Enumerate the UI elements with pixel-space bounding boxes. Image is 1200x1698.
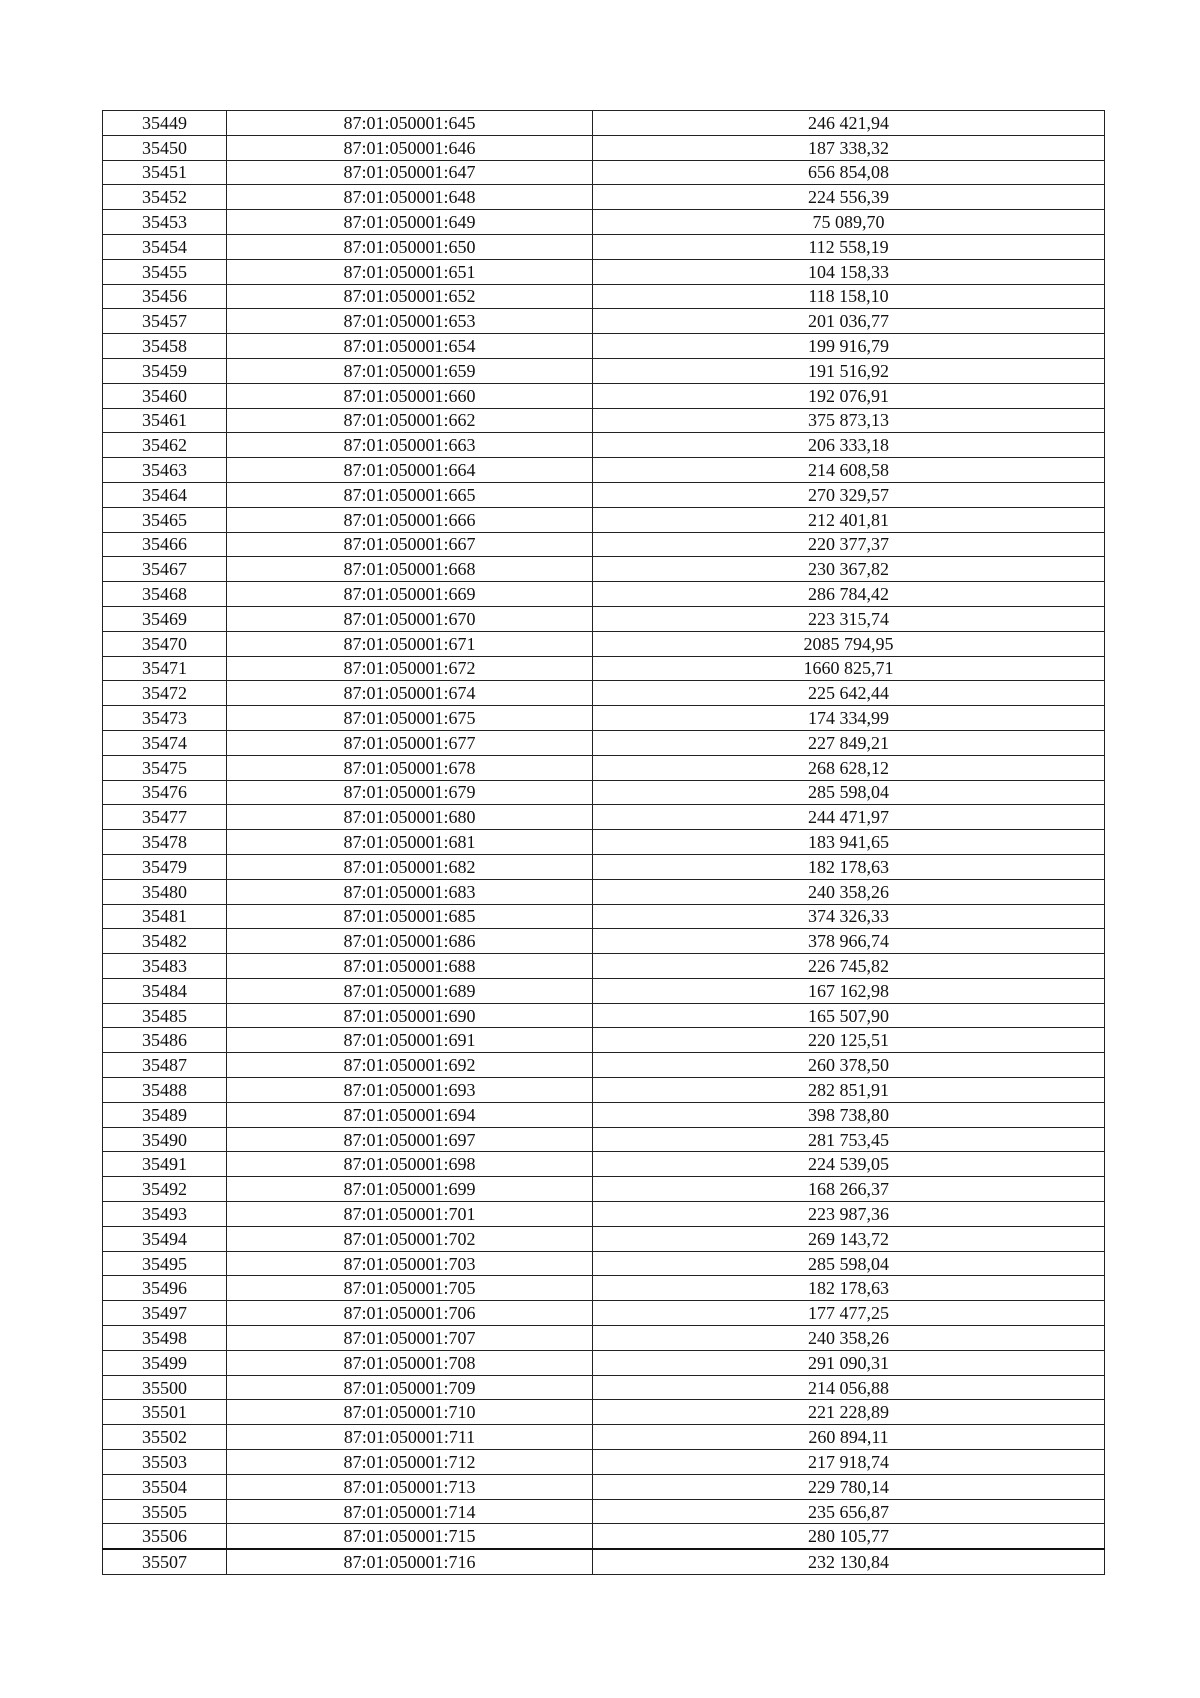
- value-cell: 398 738,80: [593, 1102, 1105, 1127]
- table-row: [103, 408, 1105, 433]
- table-body: [103, 111, 1105, 1575]
- row-number-cell: 35466: [103, 532, 227, 557]
- value-cell: 285 598,04: [593, 1251, 1105, 1276]
- value-cell: 221 228,89: [593, 1400, 1105, 1425]
- value-cell: 167 162,98: [593, 978, 1105, 1003]
- row-number-cell: 35479: [103, 854, 227, 879]
- value-cell: 214 056,88: [593, 1375, 1105, 1400]
- row-number-cell: 35454: [103, 234, 227, 259]
- table-row: [103, 458, 1105, 483]
- table-row: [103, 1202, 1105, 1227]
- table-row: [103, 1152, 1105, 1177]
- cadastral-number-cell: 87:01:050001:668: [227, 557, 593, 582]
- table-row: [103, 284, 1105, 309]
- cadastral-number-cell: 87:01:050001:694: [227, 1102, 593, 1127]
- table-row: [103, 557, 1105, 582]
- value-cell: 165 507,90: [593, 1003, 1105, 1028]
- row-number-cell: 35506: [103, 1524, 227, 1549]
- cadastral-number-cell: 87:01:050001:711: [227, 1425, 593, 1450]
- value-cell: 224 556,39: [593, 185, 1105, 210]
- value-cell: 656 854,08: [593, 160, 1105, 185]
- row-number-cell: 35502: [103, 1425, 227, 1450]
- row-number-cell: 35485: [103, 1003, 227, 1028]
- value-cell: 281 753,45: [593, 1127, 1105, 1152]
- cadastral-number-cell: 87:01:050001:709: [227, 1375, 593, 1400]
- cadastral-number-cell: 87:01:050001:715: [227, 1524, 593, 1549]
- cadastral-number-cell: 87:01:050001:654: [227, 334, 593, 359]
- table-row: [103, 1003, 1105, 1028]
- value-cell: 235 656,87: [593, 1499, 1105, 1524]
- table-row: [103, 309, 1105, 334]
- cadastral-number-cell: 87:01:050001:677: [227, 730, 593, 755]
- value-cell: 177 477,25: [593, 1301, 1105, 1326]
- table-row: [103, 805, 1105, 830]
- table-row: [103, 358, 1105, 383]
- row-number-cell: 35461: [103, 408, 227, 433]
- table-row: [103, 482, 1105, 507]
- row-number-cell: 35486: [103, 1028, 227, 1053]
- row-number-cell: 35476: [103, 780, 227, 805]
- table-row: [103, 681, 1105, 706]
- cadastral-number-cell: 87:01:050001:701: [227, 1202, 593, 1227]
- row-number-cell: 35504: [103, 1474, 227, 1499]
- row-number-cell: 35497: [103, 1301, 227, 1326]
- value-cell: 212 401,81: [593, 507, 1105, 532]
- table-row: [103, 830, 1105, 855]
- cadastral-number-cell: 87:01:050001:699: [227, 1177, 593, 1202]
- cadastral-number-cell: 87:01:050001:651: [227, 259, 593, 284]
- table-row: [103, 1226, 1105, 1251]
- row-number-cell: 35463: [103, 458, 227, 483]
- table-row: [103, 1102, 1105, 1127]
- table-row: [103, 954, 1105, 979]
- row-number-cell: 35487: [103, 1053, 227, 1078]
- table-row: [103, 1549, 1105, 1574]
- cadastral-number-cell: 87:01:050001:663: [227, 433, 593, 458]
- row-number-cell: 35484: [103, 978, 227, 1003]
- cadastral-number-cell: 87:01:050001:712: [227, 1450, 593, 1475]
- table-row: [103, 755, 1105, 780]
- row-number-cell: 35459: [103, 358, 227, 383]
- cadastral-number-cell: 87:01:050001:678: [227, 755, 593, 780]
- cadastral-number-cell: 87:01:050001:682: [227, 854, 593, 879]
- value-cell: 291 090,31: [593, 1350, 1105, 1375]
- value-cell: 260 894,11: [593, 1425, 1105, 1450]
- table-row: [103, 433, 1105, 458]
- value-cell: 378 966,74: [593, 929, 1105, 954]
- table-row: [103, 1276, 1105, 1301]
- row-number-cell: 35468: [103, 582, 227, 607]
- value-cell: 227 849,21: [593, 730, 1105, 755]
- table-row: [103, 1028, 1105, 1053]
- value-cell: 2085 794,95: [593, 631, 1105, 656]
- table-row: [103, 1326, 1105, 1351]
- table-row: [103, 185, 1105, 210]
- row-number-cell: 35503: [103, 1450, 227, 1475]
- table-row: [103, 656, 1105, 681]
- table-row: [103, 904, 1105, 929]
- table-row: [103, 135, 1105, 160]
- table-row: [103, 854, 1105, 879]
- value-cell: 375 873,13: [593, 408, 1105, 433]
- cadastral-number-cell: 87:01:050001:679: [227, 780, 593, 805]
- row-number-cell: 35456: [103, 284, 227, 309]
- row-number-cell: 35483: [103, 954, 227, 979]
- value-cell: 226 745,82: [593, 954, 1105, 979]
- row-number-cell: 35460: [103, 383, 227, 408]
- value-cell: 285 598,04: [593, 780, 1105, 805]
- value-cell: 206 333,18: [593, 433, 1105, 458]
- row-number-cell: 35470: [103, 631, 227, 656]
- cadastral-number-cell: 87:01:050001:692: [227, 1053, 593, 1078]
- row-number-cell: 35464: [103, 482, 227, 507]
- row-number-cell: 35453: [103, 210, 227, 235]
- value-cell: 201 036,77: [593, 309, 1105, 334]
- table-row: [103, 1375, 1105, 1400]
- table-row: [103, 1400, 1105, 1425]
- row-number-cell: 35473: [103, 706, 227, 731]
- table-row: [103, 160, 1105, 185]
- table-row: [103, 631, 1105, 656]
- value-cell: 220 125,51: [593, 1028, 1105, 1053]
- value-cell: 217 918,74: [593, 1450, 1105, 1475]
- value-cell: 199 916,79: [593, 334, 1105, 359]
- cadastral-number-cell: 87:01:050001:671: [227, 631, 593, 656]
- cadastral-number-cell: 87:01:050001:648: [227, 185, 593, 210]
- row-number-cell: 35490: [103, 1127, 227, 1152]
- table-row: [103, 1053, 1105, 1078]
- row-number-cell: 35481: [103, 904, 227, 929]
- value-cell: 232 130,84: [593, 1549, 1105, 1574]
- value-cell: 168 266,37: [593, 1177, 1105, 1202]
- row-number-cell: 35469: [103, 606, 227, 631]
- value-cell: 282 851,91: [593, 1078, 1105, 1103]
- cadastral-number-cell: 87:01:050001:705: [227, 1276, 593, 1301]
- value-cell: 104 158,33: [593, 259, 1105, 284]
- cadastral-number-cell: 87:01:050001:666: [227, 507, 593, 532]
- cadastral-number-cell: 87:01:050001:689: [227, 978, 593, 1003]
- value-cell: 374 326,33: [593, 904, 1105, 929]
- table-row: [103, 780, 1105, 805]
- cadastral-number-cell: 87:01:050001:653: [227, 309, 593, 334]
- table-row: [103, 1350, 1105, 1375]
- cadastral-number-cell: 87:01:050001:659: [227, 358, 593, 383]
- value-cell: 214 608,58: [593, 458, 1105, 483]
- table-row: [103, 978, 1105, 1003]
- value-cell: 230 367,82: [593, 557, 1105, 582]
- row-number-cell: 35457: [103, 309, 227, 334]
- value-cell: 269 143,72: [593, 1226, 1105, 1251]
- cadastral-value-table: [102, 110, 1105, 1575]
- value-cell: 286 784,42: [593, 582, 1105, 607]
- row-number-cell: 35449: [103, 111, 227, 136]
- table-row: [103, 111, 1105, 136]
- row-number-cell: 35455: [103, 259, 227, 284]
- cadastral-number-cell: 87:01:050001:664: [227, 458, 593, 483]
- value-cell: 182 178,63: [593, 854, 1105, 879]
- value-cell: 280 105,77: [593, 1524, 1105, 1549]
- value-cell: 240 358,26: [593, 879, 1105, 904]
- row-number-cell: 35472: [103, 681, 227, 706]
- table-row: [103, 259, 1105, 284]
- table-row: [103, 879, 1105, 904]
- table-row: [103, 1524, 1105, 1549]
- cadastral-number-cell: 87:01:050001:646: [227, 135, 593, 160]
- cadastral-number-cell: 87:01:050001:652: [227, 284, 593, 309]
- row-number-cell: 35478: [103, 830, 227, 855]
- cadastral-number-cell: 87:01:050001:693: [227, 1078, 593, 1103]
- row-number-cell: 35488: [103, 1078, 227, 1103]
- table-row: [103, 706, 1105, 731]
- cadastral-number-cell: 87:01:050001:686: [227, 929, 593, 954]
- row-number-cell: 35495: [103, 1251, 227, 1276]
- table-row: [103, 1425, 1105, 1450]
- cadastral-number-cell: 87:01:050001:675: [227, 706, 593, 731]
- cadastral-number-cell: 87:01:050001:665: [227, 482, 593, 507]
- cadastral-number-cell: 87:01:050001:645: [227, 111, 593, 136]
- value-cell: 220 377,37: [593, 532, 1105, 557]
- cadastral-number-cell: 87:01:050001:660: [227, 383, 593, 408]
- row-number-cell: 35496: [103, 1276, 227, 1301]
- table-row: [103, 582, 1105, 607]
- table-row: [103, 1301, 1105, 1326]
- cadastral-number-cell: 87:01:050001:716: [227, 1549, 593, 1574]
- table-row: [103, 507, 1105, 532]
- row-number-cell: 35465: [103, 507, 227, 532]
- table-row: [103, 1251, 1105, 1276]
- row-number-cell: 35491: [103, 1152, 227, 1177]
- cadastral-number-cell: 87:01:050001:690: [227, 1003, 593, 1028]
- value-cell: 224 539,05: [593, 1152, 1105, 1177]
- cadastral-number-cell: 87:01:050001:691: [227, 1028, 593, 1053]
- cadastral-number-cell: 87:01:050001:680: [227, 805, 593, 830]
- cadastral-number-cell: 87:01:050001:647: [227, 160, 593, 185]
- row-number-cell: 35450: [103, 135, 227, 160]
- value-cell: 244 471,97: [593, 805, 1105, 830]
- cadastral-number-cell: 87:01:050001:672: [227, 656, 593, 681]
- value-cell: 187 338,32: [593, 135, 1105, 160]
- row-number-cell: 35499: [103, 1350, 227, 1375]
- cadastral-number-cell: 87:01:050001:667: [227, 532, 593, 557]
- value-cell: 183 941,65: [593, 830, 1105, 855]
- table-row: [103, 1127, 1105, 1152]
- table-row: [103, 606, 1105, 631]
- cadastral-number-cell: 87:01:050001:703: [227, 1251, 593, 1276]
- cadastral-number-cell: 87:01:050001:714: [227, 1499, 593, 1524]
- cadastral-number-cell: 87:01:050001:662: [227, 408, 593, 433]
- table-row: [103, 532, 1105, 557]
- cadastral-number-cell: 87:01:050001:710: [227, 1400, 593, 1425]
- value-cell: 192 076,91: [593, 383, 1105, 408]
- value-cell: 260 378,50: [593, 1053, 1105, 1078]
- cadastral-number-cell: 87:01:050001:670: [227, 606, 593, 631]
- table-row: [103, 1177, 1105, 1202]
- row-number-cell: 35507: [103, 1549, 227, 1574]
- row-number-cell: 35489: [103, 1102, 227, 1127]
- table-row: [103, 210, 1105, 235]
- cadastral-number-cell: 87:01:050001:702: [227, 1226, 593, 1251]
- value-cell: 270 329,57: [593, 482, 1105, 507]
- cadastral-number-cell: 87:01:050001:688: [227, 954, 593, 979]
- value-cell: 268 628,12: [593, 755, 1105, 780]
- value-cell: 112 558,19: [593, 234, 1105, 259]
- row-number-cell: 35492: [103, 1177, 227, 1202]
- cadastral-number-cell: 87:01:050001:698: [227, 1152, 593, 1177]
- value-cell: 223 315,74: [593, 606, 1105, 631]
- row-number-cell: 35451: [103, 160, 227, 185]
- table-row: [103, 929, 1105, 954]
- value-cell: 246 421,94: [593, 111, 1105, 136]
- cadastral-number-cell: 87:01:050001:649: [227, 210, 593, 235]
- cadastral-number-cell: 87:01:050001:707: [227, 1326, 593, 1351]
- value-cell: 1660 825,71: [593, 656, 1105, 681]
- table-row: [103, 234, 1105, 259]
- value-cell: 240 358,26: [593, 1326, 1105, 1351]
- row-number-cell: 35471: [103, 656, 227, 681]
- row-number-cell: 35482: [103, 929, 227, 954]
- row-number-cell: 35475: [103, 755, 227, 780]
- table-row: [103, 1450, 1105, 1475]
- value-cell: 229 780,14: [593, 1474, 1105, 1499]
- row-number-cell: 35452: [103, 185, 227, 210]
- cadastral-number-cell: 87:01:050001:681: [227, 830, 593, 855]
- table-row: [103, 730, 1105, 755]
- row-number-cell: 35498: [103, 1326, 227, 1351]
- row-number-cell: 35477: [103, 805, 227, 830]
- value-cell: 182 178,63: [593, 1276, 1105, 1301]
- table-row: [103, 383, 1105, 408]
- row-number-cell: 35501: [103, 1400, 227, 1425]
- value-cell: 223 987,36: [593, 1202, 1105, 1227]
- row-number-cell: 35494: [103, 1226, 227, 1251]
- cadastral-number-cell: 87:01:050001:706: [227, 1301, 593, 1326]
- cadastral-number-cell: 87:01:050001:683: [227, 879, 593, 904]
- cadastral-number-cell: 87:01:050001:674: [227, 681, 593, 706]
- table-row: [103, 1499, 1105, 1524]
- row-number-cell: 35480: [103, 879, 227, 904]
- value-cell: 225 642,44: [593, 681, 1105, 706]
- cadastral-number-cell: 87:01:050001:697: [227, 1127, 593, 1152]
- cadastral-number-cell: 87:01:050001:650: [227, 234, 593, 259]
- row-number-cell: 35474: [103, 730, 227, 755]
- row-number-cell: 35467: [103, 557, 227, 582]
- value-cell: 174 334,99: [593, 706, 1105, 731]
- row-number-cell: 35505: [103, 1499, 227, 1524]
- table-row: [103, 1078, 1105, 1103]
- table-row: [103, 334, 1105, 359]
- row-number-cell: 35458: [103, 334, 227, 359]
- value-cell: 191 516,92: [593, 358, 1105, 383]
- value-cell: 75 089,70: [593, 210, 1105, 235]
- row-number-cell: 35500: [103, 1375, 227, 1400]
- row-number-cell: 35462: [103, 433, 227, 458]
- table-row: [103, 1474, 1105, 1499]
- cadastral-number-cell: 87:01:050001:713: [227, 1474, 593, 1499]
- row-number-cell: 35493: [103, 1202, 227, 1227]
- cadastral-number-cell: 87:01:050001:669: [227, 582, 593, 607]
- value-cell: 118 158,10: [593, 284, 1105, 309]
- cadastral-number-cell: 87:01:050001:708: [227, 1350, 593, 1375]
- cadastral-number-cell: 87:01:050001:685: [227, 904, 593, 929]
